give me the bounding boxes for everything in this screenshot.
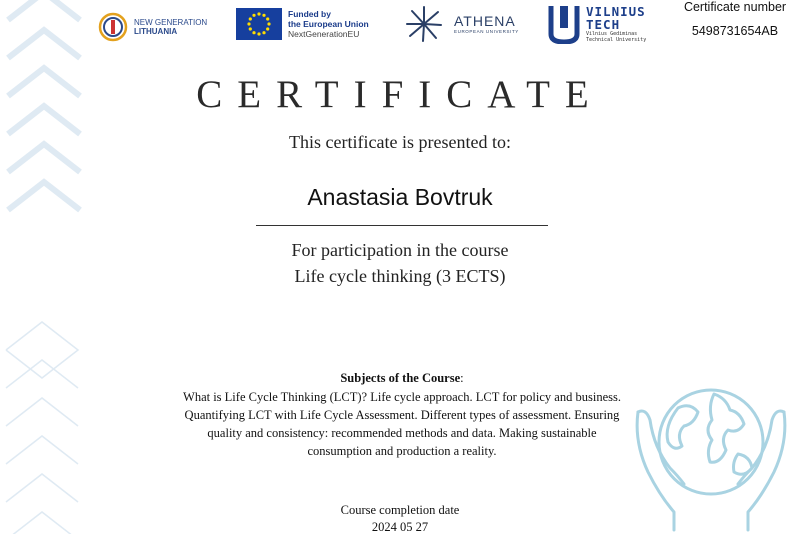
vilnius-tech-emblem-icon <box>548 4 580 44</box>
vilnius-tech-sub1: Vilnius Gediminas <box>586 31 638 37</box>
subjects-heading-colon: : <box>460 371 464 385</box>
eu-funding-logo <box>236 8 369 40</box>
ngl-line1: NEW GENERATION <box>134 18 208 27</box>
athena-title: ATHENA <box>454 12 516 29</box>
recipient-name: Anastasia Bovtruk <box>307 184 493 210</box>
athena-logo <box>404 4 519 44</box>
ngl-emblem-icon <box>98 12 128 42</box>
vilnius-tech-line2: TECH <box>586 17 621 32</box>
globe-in-hands-icon <box>628 372 794 534</box>
vilnius-tech-line1: VILNIUS <box>586 4 646 19</box>
vilnius-tech-sub2: Technical University <box>586 37 647 43</box>
eu-flag-icon <box>236 8 282 40</box>
athena-subtitle: EUROPEAN UNIVERSITY <box>454 28 519 34</box>
participation-text: For participation in the course <box>291 240 509 260</box>
eu-line3: NextGenerationEU <box>288 29 360 39</box>
chevron-pattern-decoration <box>0 0 90 534</box>
presented-to-text: This certificate is presented to: <box>289 132 511 152</box>
completion-date-label: Course completion date <box>340 503 460 517</box>
vilnius-tech-logo <box>548 4 646 44</box>
subjects-body: What is Life Cycle Thinking (LCT)? Life cycle approach. LCT for policy and business. Quantifying LCT with Life Cycle Assessment. Different types of assessment. Ensuring quality and consistency: recommended methods and data. Making sustainable consumption and production a reality. <box>183 390 621 458</box>
subjects-heading-label: Subjects of the Course <box>340 371 461 385</box>
eu-line1: Funded by <box>288 9 331 19</box>
certificate-title: CERTIFICATE <box>196 73 604 116</box>
completion-date: 2024 05 27 <box>371 520 429 534</box>
certificate-number-label: Certificate number <box>683 0 787 14</box>
course-name: Life cycle thinking (3 ECTS) <box>294 266 506 286</box>
subjects-heading <box>180 371 624 386</box>
name-underline <box>256 225 548 226</box>
eu-line2: the European Union <box>288 19 369 29</box>
ngl-line2: LITHUANIA <box>134 27 178 36</box>
athena-star-icon <box>404 4 444 44</box>
certificate-number: 5498731654AB <box>691 24 779 38</box>
new-generation-lithuania-logo <box>98 12 207 42</box>
